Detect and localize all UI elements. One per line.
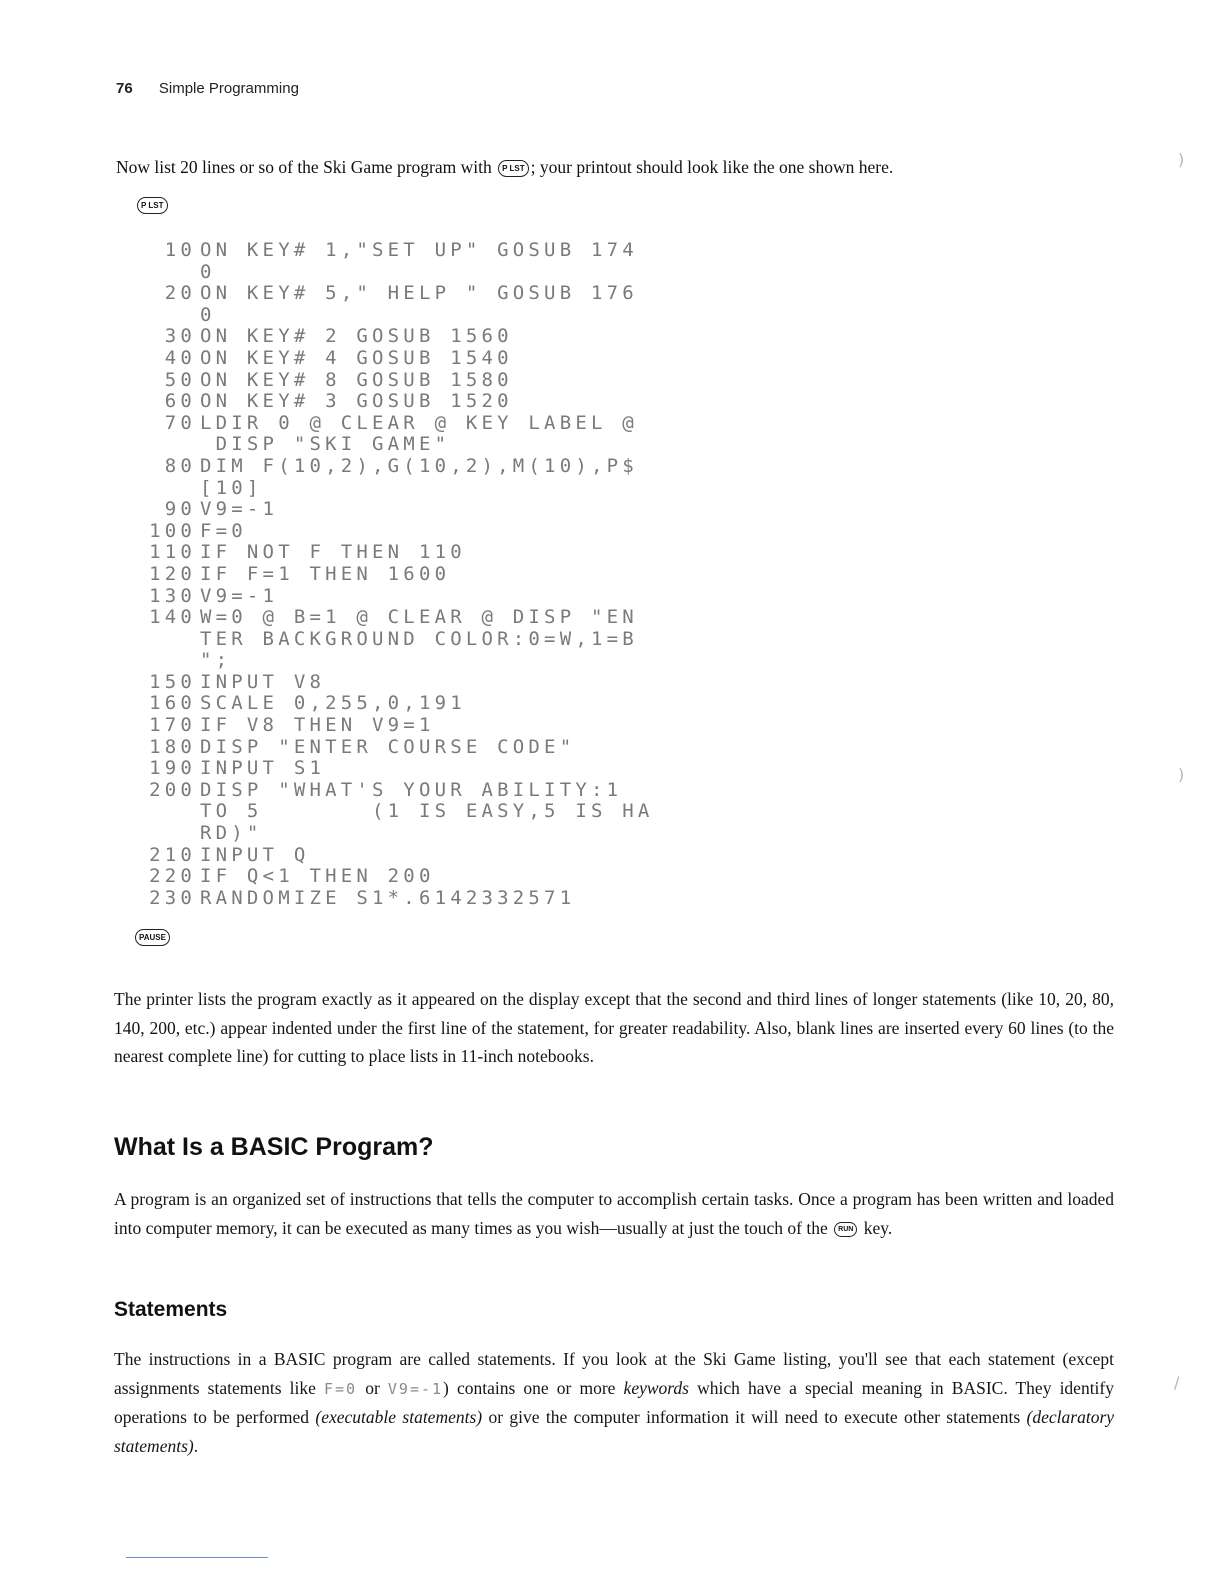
statement-text: LDIR 0 @ CLEAR @ KEY LABEL @	[200, 411, 638, 434]
statement-text: V9=-1	[200, 498, 279, 521]
line-number: 170	[149, 714, 196, 737]
listing-line	[140, 845, 654, 867]
footnote-rule	[126, 1557, 268, 1558]
listing-line	[140, 586, 654, 608]
section-heading: What Is a BASIC Program?	[114, 1133, 434, 1161]
margin-mark: )	[1178, 765, 1185, 784]
listing-line	[140, 456, 654, 478]
listing-line	[140, 262, 654, 284]
page-header	[116, 80, 299, 97]
line-number: 10	[164, 239, 196, 261]
line-number: 50	[164, 368, 196, 391]
code-v9-equals-minus-1: V9=-1	[387, 1379, 444, 1398]
line-number: 20	[164, 282, 196, 305]
listing-line	[140, 801, 654, 823]
p3-text-3: ) contains one or more	[443, 1377, 616, 1398]
margin-mark: /	[1174, 1373, 1180, 1392]
listing-line	[140, 283, 654, 305]
program-listing	[140, 240, 654, 909]
listing-line	[140, 305, 654, 327]
statement-text: IF Q<1 THEN 200	[200, 865, 435, 888]
listing-line	[140, 693, 654, 715]
statement-text: ON KEY# 4 GOSUB 1540	[200, 346, 513, 369]
line-number: 230	[149, 886, 196, 909]
statement-continuation: RD)"	[200, 822, 263, 845]
statement-text: IF F=1 THEN 1600	[200, 562, 451, 585]
printer-explanation-paragraph: The printer lists the program exactly as it appeared on the display except that the second and third lines of longer statements (like 10, 20, 80, 140, 200, etc.) appear indented under the first line of the statement, for greater readability. Also, blank lines are inserted every 60 lines (to the nearest complete line) for cutting to place lists in 11-inch notebooks.	[114, 989, 1114, 1066]
line-number: 140	[149, 606, 196, 629]
line-number: 100	[149, 519, 196, 542]
listing-line	[140, 780, 654, 802]
p2-text-before: A program is an organized set of instructions that tells the computer to accomplish certain tasks. Once a program has been written and loaded into computer memory, it can be executed as many times as you wish—usually at just the touch of the	[114, 1189, 1114, 1238]
intro-text-after: ; your printout should look like the one shown here.	[530, 157, 894, 177]
listing-line	[140, 888, 654, 910]
listing-line	[140, 607, 654, 629]
line-number: 130	[149, 584, 196, 607]
statement-continuation: TER BACKGROUND COLOR:0=W,1=B	[200, 627, 638, 650]
statement-text: ON KEY# 3 GOSUB 1520	[200, 390, 513, 413]
margin-mark: )	[1178, 150, 1185, 169]
p3-text-4: which have a special meaning in BASIC. They identify operations to be performed	[114, 1377, 1114, 1427]
listing-line	[140, 629, 654, 651]
line-number: 60	[164, 390, 196, 413]
line-number: 200	[149, 778, 196, 801]
run-key-icon: RUN	[834, 1222, 857, 1237]
line-number: 210	[149, 843, 196, 866]
intro-paragraph	[116, 155, 1116, 179]
executable-statements-term: (executable statements)	[315, 1407, 483, 1427]
line-number: 80	[164, 454, 196, 477]
line-number: 220	[149, 865, 196, 888]
statement-text: F=0	[200, 519, 247, 542]
pause-key-icon: PAUSE	[135, 929, 170, 946]
p3-text-6: .	[193, 1435, 199, 1456]
listing-line	[140, 650, 654, 672]
statement-text: DISP "ENTER COURSE CODE"	[200, 735, 576, 758]
statement-text: ON KEY# 2 GOSUB 1560	[200, 325, 513, 348]
listing-line	[140, 715, 654, 737]
statement-text: DISP "WHAT'S YOUR ABILITY:1	[200, 778, 623, 801]
statement-continuation: [10]	[200, 476, 263, 499]
line-number: 110	[149, 541, 196, 564]
statement-text: W=0 @ B=1 @ CLEAR @ DISP "EN	[200, 606, 638, 629]
line-number: 160	[149, 692, 196, 715]
statement-text: RANDOMIZE S1*.6142332571	[200, 886, 576, 909]
subsection-heading: Statements	[114, 1298, 228, 1321]
statement-text: ON KEY# 1,"SET UP" GOSUB 174	[200, 239, 638, 261]
running-title: Simple Programming	[158, 80, 299, 97]
line-number: 180	[149, 735, 196, 758]
p3-text-2: or	[365, 1377, 380, 1398]
page-number: 76	[116, 80, 133, 97]
statement-continuation: 0	[200, 260, 216, 283]
line-number: 70	[164, 411, 196, 434]
listing-line	[140, 240, 654, 262]
listing-line	[140, 564, 654, 586]
listing-line	[140, 478, 654, 500]
listing-line	[140, 391, 654, 413]
statement-text: IF NOT F THEN 110	[200, 541, 466, 564]
declaratory-statements-term: (declaratory statements)	[114, 1407, 1115, 1456]
listing-line	[140, 823, 654, 845]
line-number: 190	[149, 757, 196, 780]
statement-continuation: ";	[200, 649, 232, 672]
line-number: 150	[149, 670, 196, 693]
listing-line	[140, 499, 654, 521]
statement-text: INPUT V8	[200, 670, 326, 693]
p3-text-1: The instructions in a BASIC program are called statements. If you look at the Ski Game listing, you'll see that each statement (except assignments statements like	[114, 1349, 1114, 1398]
line-number: 90	[164, 498, 196, 521]
statement-text: INPUT Q	[200, 843, 310, 866]
statement-text: ON KEY# 8 GOSUB 1580	[200, 368, 513, 391]
statement-continuation: 0	[200, 303, 216, 326]
line-number: 30	[164, 325, 196, 348]
line-number: 40	[164, 346, 196, 369]
listing-line	[140, 413, 654, 435]
statement-text: ON KEY# 5," HELP " GOSUB 176	[200, 282, 638, 305]
p2-text-after: key.	[863, 1217, 893, 1238]
line-number: 120	[149, 562, 196, 585]
p3-text-5: or give the computer information it will need to execute other statements	[488, 1407, 1021, 1427]
intro-text-before: Now list 20 lines or so of the Ski Game program with	[116, 157, 492, 177]
statement-text: DIM F(10,2),G(10,2),M(10),P$	[200, 454, 638, 477]
statement-text: SCALE 0,255,0,191	[200, 692, 466, 715]
statements-paragraph	[114, 1345, 1114, 1460]
listing-line	[140, 370, 654, 392]
listing-line	[140, 866, 654, 888]
statement-text: INPUT S1	[200, 757, 326, 780]
plst-key-inline-icon: P LST	[498, 160, 529, 177]
statement-text: V9=-1	[200, 584, 279, 607]
code-f-equals-0: F=0	[324, 1379, 358, 1398]
keywords-term: keywords	[623, 1377, 689, 1398]
listing-line	[140, 521, 654, 543]
listing-line	[140, 348, 654, 370]
statement-continuation: TO 5 (1 IS EASY,5 IS HA	[200, 800, 654, 823]
listing-line	[140, 672, 654, 694]
plst-key-icon: P LST	[137, 197, 168, 214]
statement-text: IF V8 THEN V9=1	[200, 714, 435, 737]
program-definition-paragraph	[114, 1185, 1114, 1242]
listing-line	[140, 542, 654, 564]
listing-line	[140, 326, 654, 348]
listing-line	[140, 737, 654, 759]
statement-continuation: DISP "SKI GAME"	[200, 433, 451, 456]
listing-line	[140, 434, 654, 456]
listing-line	[140, 758, 654, 780]
